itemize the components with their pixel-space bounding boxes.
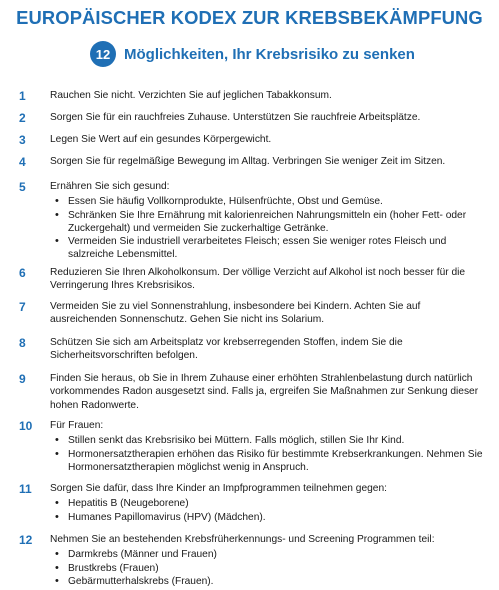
item-content (50, 482, 490, 524)
item-text: Reduzieren Sie Ihren Alkoholkonsum. Der völlige Verzicht auf Alkohol ist noch besser für die Verringerung Ihres Krebsrisikos. (50, 267, 466, 292)
item-number: 8 (19, 336, 26, 350)
item-number: 10 (19, 419, 33, 433)
item-content (50, 419, 490, 474)
item-text: Finden Sie heraus, ob Sie in Ihrem Zuhause einer erhöhten Strahlenbelastung durch natürlich vorkommendes Radon ausgesetzt sind. Falls ja, ergreifen Sie Maßnahmen zur Senkung dieser hohen Radonwerte. (50, 373, 479, 411)
bullet-list (50, 548, 490, 588)
bullet-item: • Vermeiden Sie industriell verarbeitetes Fleisch; essen Sie weniger rotes Fleisch und salzreiche Lebensmittel. (50, 235, 490, 262)
bullet-item: • Darmkrebs (Männer und Frauen) (50, 548, 490, 561)
bullet-list (50, 497, 490, 524)
bullet-item: • Humanes Papillomavirus (HPV) (Mädchen). (50, 511, 490, 524)
item-number: 5 (19, 180, 26, 194)
item-number: 6 (19, 266, 26, 280)
item-text: Für Frauen: (50, 420, 104, 431)
bullet-item: • Stillen senkt das Krebsrisiko bei Müttern. Falls möglich, stillen Sie Ihr Kind. (50, 434, 490, 447)
item-text: Nehmen Sie an bestehenden Krebsfrüherkennungs- und Screening Programmen teil: (50, 534, 435, 545)
bullet-item: • Gebärmutterhalskrebs (Frauen). (50, 575, 490, 588)
item-number: 12 (19, 533, 33, 547)
bullet-list (50, 434, 490, 474)
item-text: Sorgen Sie dafür, dass Ihre Kinder an Impfprogrammen teilnehmen gegen: (50, 483, 387, 494)
item-number: 7 (19, 300, 26, 314)
item-text: Rauchen Sie nicht. Verzichten Sie auf jeglichen Tabakkonsum. (50, 90, 332, 101)
item-content (50, 300, 490, 327)
item-text: Legen Sie Wert auf ein gesundes Körpergewicht. (50, 134, 272, 145)
item-content (50, 336, 490, 363)
bullet-item: • Hormonersatztherapien erhöhen das Risiko für bestimmte Krebserkrankungen. Nehmen Sie Hormonersatztherapien möglichst wenig in Anspruch. (50, 448, 490, 475)
item-text: Ernähren Sie sich gesund: (50, 181, 170, 192)
item-number: 2 (19, 111, 26, 125)
bullet-item: • Hepatitis B (Neugeborene) (50, 497, 490, 510)
item-text: Sorgen Sie für ein rauchfreies Zuhause. Unterstützen Sie rauchfreie Arbeitsplätze. (50, 112, 421, 123)
item-number: 4 (19, 155, 26, 169)
subtitle-text: Möglichkeiten, Ihr Krebsrisiko zu senken (124, 45, 415, 63)
item-number: 3 (19, 133, 26, 147)
bullet-list (50, 195, 490, 261)
page-title: EUROPÄISCHER KODEX ZUR KREBSBEKÄMPFUNG (16, 7, 483, 28)
bullet-item: • Brustkrebs (Frauen) (50, 562, 490, 575)
item-content (50, 133, 490, 146)
item-content (50, 89, 490, 102)
item-text: Schützen Sie sich am Arbeitsplatz vor krebserregenden Stoffen, indem Sie die Sicherheitsvorschriften befolgen. (50, 337, 403, 362)
item-number: 9 (19, 372, 26, 386)
item-content (50, 155, 490, 168)
item-text: Sorgen Sie für regelmäßige Bewegung im Alltag. Verbringen Sie weniger Zeit im Sitzen. (50, 156, 446, 167)
number-badge: 12 (90, 41, 116, 67)
item-number: 1 (19, 89, 26, 103)
bullet-item: • Schränken Sie Ihre Ernährung mit kalorienreichen Nahrungsmitteln ein (hoher Fett- oder Zuckergehalt) und vermeiden Sie zuckerhaltige Getränke. (50, 209, 490, 236)
item-text: Vermeiden Sie zu viel Sonnenstrahlung, insbesondere bei Kindern. Achten Sie auf ausreichenden Sonnenschutz. Gehen Sie nicht ins Solarium. (50, 301, 421, 326)
subtitle (90, 41, 415, 67)
item-content (50, 180, 490, 262)
bullet-item: • Essen Sie häufig Vollkornprodukte, Hülsenfrüchte, Obst und Gemüse. (50, 195, 490, 208)
item-content (50, 266, 490, 293)
item-number: 11 (19, 482, 32, 496)
item-content (50, 533, 490, 588)
item-content (50, 111, 490, 124)
item-content (50, 372, 490, 412)
